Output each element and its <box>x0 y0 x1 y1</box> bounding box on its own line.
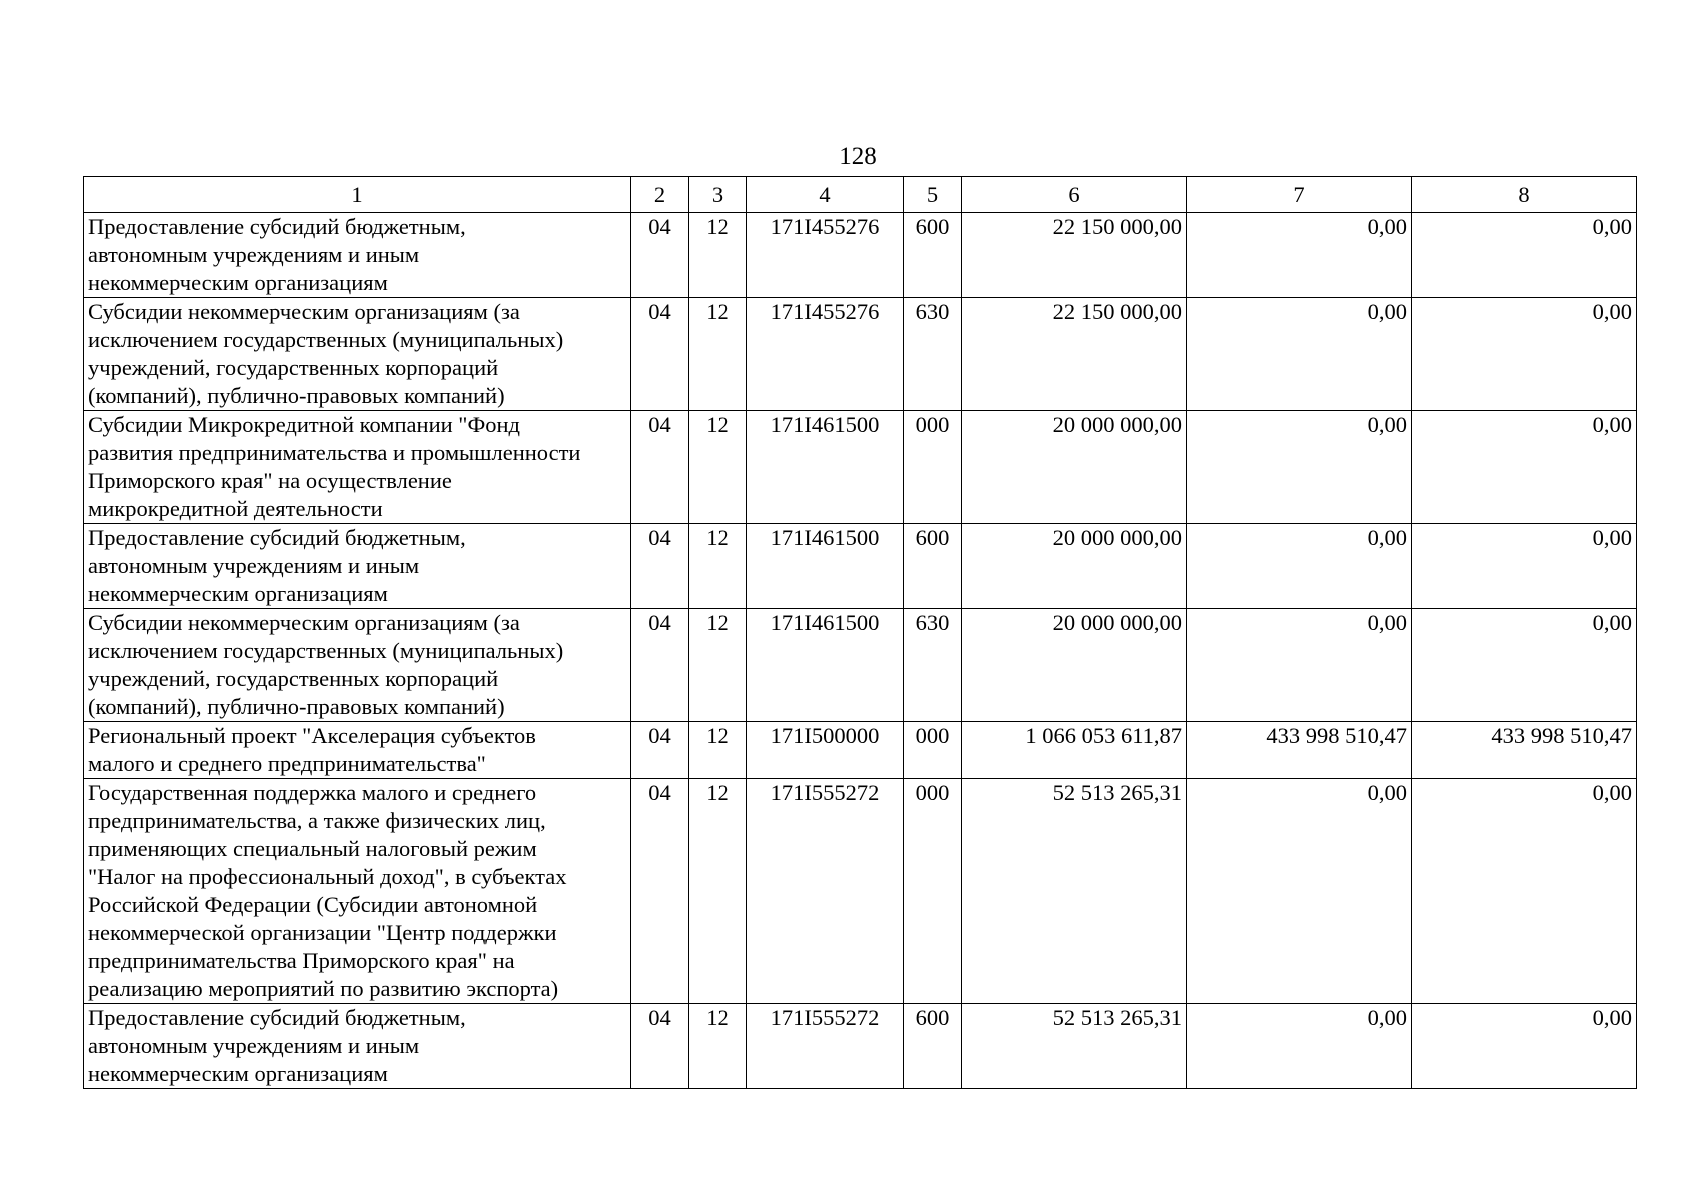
row-name-line: исключением государственных (муниципальных) <box>88 327 564 352</box>
row-section-code: 04 <box>631 411 689 524</box>
row-name-line: Государственная поддержка малого и среднего <box>88 780 537 805</box>
row-amount-col-8: 0,00 <box>1412 609 1637 722</box>
row-expense-type-code: 000 <box>904 779 962 1004</box>
row-section-code: 04 <box>631 722 689 779</box>
row-amount-col-7: 0,00 <box>1187 779 1412 1004</box>
row-amount-col-6: 22 150 000,00 <box>962 298 1187 411</box>
row-expense-type-code: 630 <box>904 609 962 722</box>
row-name <box>84 722 631 779</box>
row-name-line: некоммерческим организациям <box>88 581 388 606</box>
row-subsection-code: 12 <box>689 609 747 722</box>
row-amount-col-6: 20 000 000,00 <box>962 524 1187 609</box>
row-target-article-code: 171I555272 <box>747 1004 904 1089</box>
row-name-line: Российской Федерации (Субсидии автономной <box>88 892 538 917</box>
row-subsection-code: 12 <box>689 411 747 524</box>
row-name-line: "Налог на профессиональный доход", в субъектах <box>88 864 567 889</box>
row-expense-type-code: 600 <box>904 524 962 609</box>
row-amount-col-6: 20 000 000,00 <box>962 411 1187 524</box>
row-name-line: учреждений, государственных корпораций <box>88 355 499 380</box>
row-subsection-code: 12 <box>689 779 747 1004</box>
row-subsection-code: 12 <box>689 722 747 779</box>
table-row <box>84 524 1637 609</box>
header-col-7: 7 <box>1187 177 1412 213</box>
row-name-line: автономным учреждениям и иным <box>88 553 420 578</box>
row-name-line: Приморского края" на осуществление <box>88 468 452 493</box>
row-name <box>84 609 631 722</box>
row-amount-col-7: 433 998 510,47 <box>1187 722 1412 779</box>
table-header <box>84 177 1637 213</box>
row-section-code: 04 <box>631 213 689 298</box>
row-target-article-code: 171I461500 <box>747 524 904 609</box>
row-amount-col-8: 0,00 <box>1412 213 1637 298</box>
row-name-line: предпринимательства Приморского края" на <box>88 948 515 973</box>
row-name-line: Предоставление субсидий бюджетным, <box>88 1005 466 1030</box>
row-amount-col-8: 0,00 <box>1412 524 1637 609</box>
row-name-line: микрокредитной деятельности <box>88 496 383 521</box>
row-target-article-code: 171I461500 <box>747 609 904 722</box>
row-name-line: некоммерческим организациям <box>88 270 388 295</box>
header-col-1: 1 <box>84 177 631 213</box>
row-subsection-code: 12 <box>689 524 747 609</box>
row-amount-col-7: 0,00 <box>1187 213 1412 298</box>
row-name-line: учреждений, государственных корпораций <box>88 666 499 691</box>
table-row <box>84 213 1637 298</box>
header-col-5: 5 <box>904 177 962 213</box>
row-amount-col-6: 52 513 265,31 <box>962 779 1187 1004</box>
header-col-2: 2 <box>631 177 689 213</box>
row-name <box>84 779 631 1004</box>
row-amount-col-6: 52 513 265,31 <box>962 1004 1187 1089</box>
table-row <box>84 609 1637 722</box>
row-name-line: автономным учреждениям и иным <box>88 1033 420 1058</box>
row-name-line: автономным учреждениям и иным <box>88 242 420 267</box>
row-target-article-code: 171I455276 <box>747 213 904 298</box>
row-amount-col-8: 0,00 <box>1412 411 1637 524</box>
header-col-6: 6 <box>962 177 1187 213</box>
row-amount-col-6: 1 066 053 611,87 <box>962 722 1187 779</box>
header-col-8: 8 <box>1412 177 1637 213</box>
row-name-line: исключением государственных (муниципальных) <box>88 638 564 663</box>
header-row <box>84 177 1637 213</box>
table-row <box>84 779 1637 1004</box>
row-subsection-code: 12 <box>689 1004 747 1089</box>
row-name-line: (компаний), публично-правовых компаний) <box>88 694 505 719</box>
row-amount-col-7: 0,00 <box>1187 524 1412 609</box>
row-expense-type-code: 600 <box>904 1004 962 1089</box>
row-section-code: 04 <box>631 298 689 411</box>
row-section-code: 04 <box>631 779 689 1004</box>
row-name-line: развития предпринимательства и промышленности <box>88 440 581 465</box>
row-amount-col-7: 0,00 <box>1187 298 1412 411</box>
budget-table <box>83 176 1637 1089</box>
row-amount-col-7: 0,00 <box>1187 1004 1412 1089</box>
row-amount-col-6: 20 000 000,00 <box>962 609 1187 722</box>
row-target-article-code: 171I455276 <box>747 298 904 411</box>
row-subsection-code: 12 <box>689 298 747 411</box>
row-section-code: 04 <box>631 1004 689 1089</box>
table-row <box>84 1004 1637 1089</box>
row-name <box>84 411 631 524</box>
row-expense-type-code: 000 <box>904 411 962 524</box>
row-expense-type-code: 630 <box>904 298 962 411</box>
row-name <box>84 213 631 298</box>
row-name <box>84 524 631 609</box>
row-name-line: малого и среднего предпринимательства" <box>88 751 486 776</box>
row-amount-col-8: 0,00 <box>1412 779 1637 1004</box>
table-row <box>84 411 1637 524</box>
row-name-line: Предоставление субсидий бюджетным, <box>88 525 466 550</box>
row-amount-col-6: 22 150 000,00 <box>962 213 1187 298</box>
row-target-article-code: 171I555272 <box>747 779 904 1004</box>
row-name-line: Субсидии некоммерческим организациям (за <box>88 610 520 635</box>
row-amount-col-8: 433 998 510,47 <box>1412 722 1637 779</box>
row-amount-col-7: 0,00 <box>1187 411 1412 524</box>
table-row <box>84 722 1637 779</box>
row-section-code: 04 <box>631 524 689 609</box>
row-name <box>84 1004 631 1089</box>
row-amount-col-8: 0,00 <box>1412 298 1637 411</box>
row-name-line: реализацию мероприятий по развитию экспорта) <box>88 976 559 1001</box>
row-expense-type-code: 600 <box>904 213 962 298</box>
row-expense-type-code: 000 <box>904 722 962 779</box>
header-col-3: 3 <box>689 177 747 213</box>
row-name-line: предпринимательства, а также физических лиц, <box>88 808 546 833</box>
table-body <box>84 213 1637 1089</box>
row-name-line: Региональный проект "Акселерация субъектов <box>88 723 536 748</box>
row-name-line: применяющих специальный налоговый режим <box>88 836 537 861</box>
row-subsection-code: 12 <box>689 213 747 298</box>
row-name <box>84 298 631 411</box>
row-name-line: Субсидии Микрокредитной компании "Фонд <box>88 412 520 437</box>
row-name-line: (компаний), публично-правовых компаний) <box>88 383 505 408</box>
page-number: 128 <box>839 143 877 170</box>
row-amount-col-7: 0,00 <box>1187 609 1412 722</box>
row-name-line: Субсидии некоммерческим организациям (за <box>88 299 520 324</box>
row-name-line: Предоставление субсидий бюджетным, <box>88 214 466 239</box>
row-name-line: некоммерческой организации "Центр поддержки <box>88 920 557 945</box>
row-amount-col-8: 0,00 <box>1412 1004 1637 1089</box>
row-target-article-code: 171I461500 <box>747 411 904 524</box>
table-row <box>84 298 1637 411</box>
header-col-4: 4 <box>747 177 904 213</box>
row-target-article-code: 171I500000 <box>747 722 904 779</box>
row-name-line: некоммерческим организациям <box>88 1061 388 1086</box>
row-section-code: 04 <box>631 609 689 722</box>
